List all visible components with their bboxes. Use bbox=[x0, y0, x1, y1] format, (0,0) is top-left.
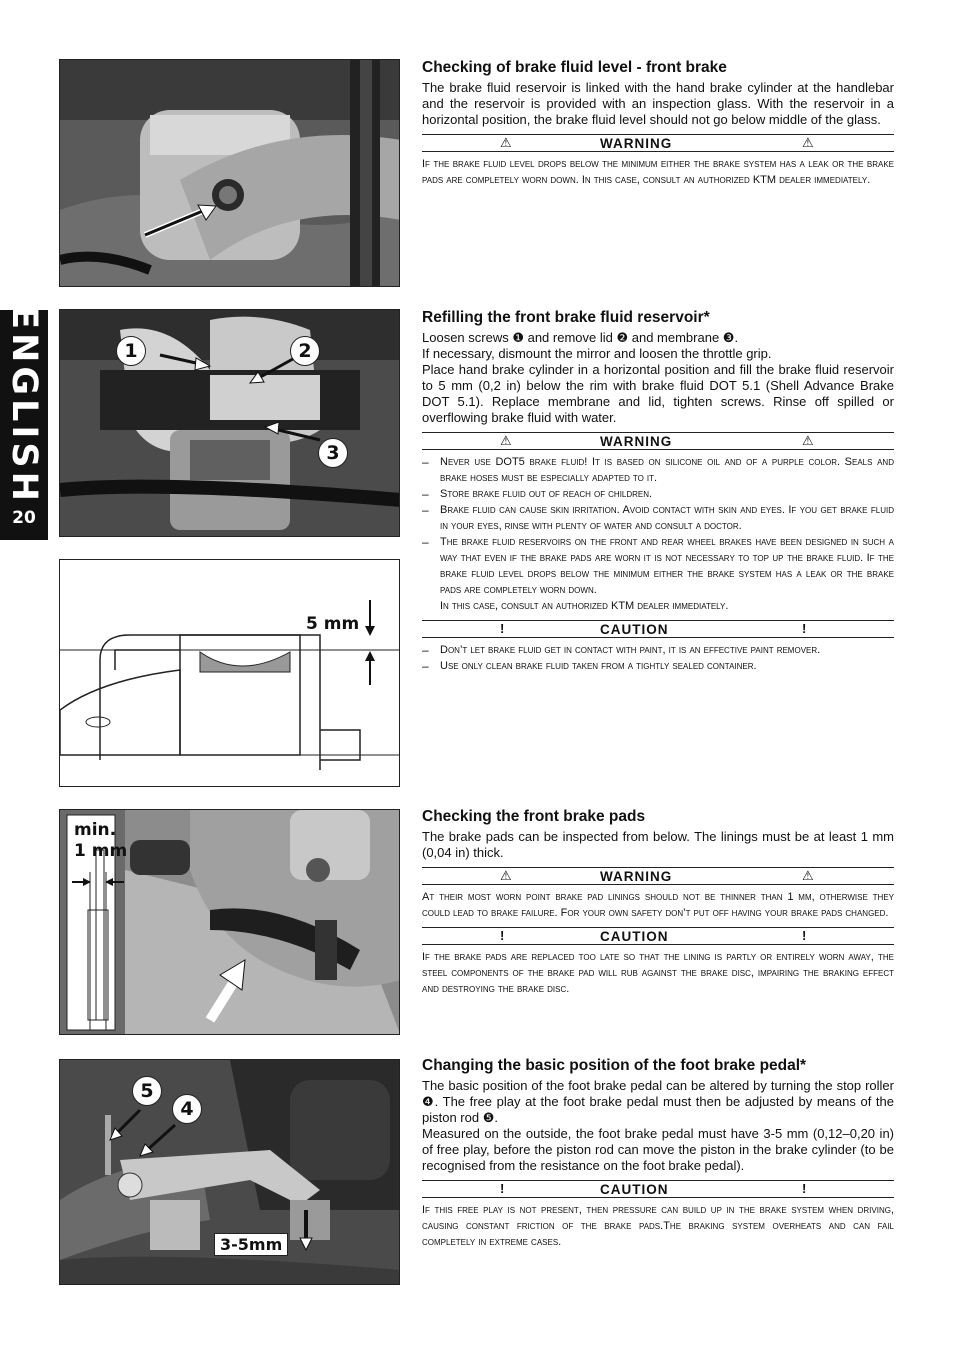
page-number: 20 bbox=[12, 508, 36, 528]
caution-word: CAUTION bbox=[600, 1182, 669, 1197]
caution-list bbox=[422, 642, 894, 674]
caution-word: CAUTION bbox=[600, 622, 669, 637]
warning-icon: ⚠ bbox=[500, 135, 513, 150]
section-body-line: If necessary, dismount the mirror and loosen the throttle grip. bbox=[422, 346, 772, 361]
warning-word: WARNING bbox=[600, 434, 673, 449]
free-play-label: 3-5mm bbox=[214, 1233, 288, 1256]
caution-icon: ! bbox=[802, 1181, 808, 1196]
warning-header bbox=[422, 134, 894, 152]
figure-foot-brake-pedal bbox=[59, 1059, 400, 1285]
section-title: Checking the front brake pads bbox=[422, 808, 646, 825]
warning-word: WARNING bbox=[600, 869, 673, 884]
caution-icon: ! bbox=[500, 928, 506, 943]
figure-brake-pads bbox=[59, 809, 400, 1035]
language-label: ENGLISH bbox=[4, 305, 45, 505]
caution-header bbox=[422, 1180, 894, 1198]
caution-header bbox=[422, 620, 894, 638]
warning-icon: ⚠ bbox=[802, 868, 815, 883]
caution-icon: ! bbox=[802, 621, 808, 636]
section-body: The brake pads can be inspected from below. The linings must be at least 1 mm (0,04 in) thick. bbox=[422, 829, 894, 860]
caution-header bbox=[422, 927, 894, 945]
caution-word: CAUTION bbox=[600, 929, 669, 944]
warning-icon: ⚠ bbox=[802, 433, 815, 448]
warning-list bbox=[422, 454, 894, 598]
fill-level-label: 5 mm bbox=[306, 614, 360, 634]
min-thickness-label: min. 1 mm bbox=[74, 820, 128, 861]
figure-fill-level-diagram bbox=[59, 559, 400, 787]
callout-2: 2 bbox=[290, 336, 320, 366]
warning-icon: ⚠ bbox=[802, 135, 815, 150]
warning-item: – The brake fluid reservoirs on the front and rear wheel brakes have been designed in such a way that even if the brake pads are worn it is not necessary to top up the brake fluid. If the brake fluid level drops below the minimum either the brake system has a leak or the brake pads are completely worn down. bbox=[422, 534, 894, 598]
caution-icon: ! bbox=[802, 928, 808, 943]
section-title: Changing the basic position of the foot brake pedal* bbox=[422, 1057, 807, 1074]
section-foot-brake-pedal bbox=[422, 1056, 894, 1250]
language-label-wrap bbox=[0, 305, 48, 505]
figure-refill-reservoir bbox=[59, 309, 400, 537]
section-body: The basic position of the foot brake pedal can be altered by turning the stop roller ❹. The free play at the foot brake pedal must then be adjusted by means of the piston rod ❺. bbox=[422, 1078, 894, 1125]
caution-icon: ! bbox=[500, 1181, 506, 1196]
section-refill-reservoir bbox=[422, 308, 894, 674]
caution-item: – Don’t let brake fluid get in contact with paint, it is an effective paint remover. bbox=[422, 642, 894, 658]
warning-item: – Never use DOT5 brake fluid! It is based on silicone oil and of a purple color. Seals and brake hoses must be especially adapted to it. bbox=[422, 454, 894, 486]
warning-item: – Brake fluid can cause skin irritation. Avoid contact with skin and eyes. If you get brake fluid in your eyes, rinse with plenty of water and consult a doctor. bbox=[422, 502, 894, 534]
figure-brake-fluid-reservoir bbox=[59, 59, 400, 287]
warning-text: If the brake fluid level drops below the minimum either the brake system has a leak or the brake pads are completely worn down. In this case, consult an authorized KTM dealer immediately. bbox=[422, 158, 894, 186]
warning-item: – Store brake fluid out of reach of children. bbox=[422, 486, 894, 502]
section-body: Measured on the outside, the foot brake pedal must have 3-5 mm (0,12–0,20 in) of free play, before the piston rod can move the piston in the brake cylinder (to be recognised from the resistance on the foot brake pedal). bbox=[422, 1126, 894, 1173]
caution-text: If this free play is not present, then pressure can build up in the brake system when driving, causing constant friction of the brake pads.The braking system overheats and can fail completely in extreme cases. bbox=[422, 1204, 894, 1248]
section-body-line: Loosen screws ❶ and remove lid ❷ and membrane ❸. bbox=[422, 330, 739, 345]
warning-header bbox=[422, 432, 894, 450]
callout-5: 5 bbox=[132, 1076, 162, 1106]
section-body: The brake fluid reservoir is linked with the hand brake cylinder at the handlebar and the reservoir is provided with an inspection glass. With the reservoir in a horizontal position, the brake fluid level should not go below middle of the glass. bbox=[422, 80, 894, 127]
caution-icon: ! bbox=[500, 621, 506, 636]
section-body: Place hand brake cylinder in a horizontal position and fill the brake fluid reservoir to 5 mm (0,2 in) below the rim with brake fluid DOT 5.1 (Shell Advance Brake DOT 5.1). Replace membrane and lid, tighten screws. Rinse off spilled or overflowing brake fluid with water. bbox=[422, 362, 894, 425]
caution-text: If the brake pads are replaced too late so that the lining is partly or entirely worn away, the steel components of the brake pad will rub against the brake disc, impairing the braking effect and destroying the brake disc. bbox=[422, 951, 894, 995]
warning-text: At their most worn point brake pad linings should not be thinner than 1 mm, otherwise they could lead to brake failure. For your own safety don’t put off having your brake pads changed. bbox=[422, 891, 894, 919]
warning-icon: ⚠ bbox=[500, 868, 513, 883]
caution-item: – Use only clean brake fluid taken from a tightly sealed container. bbox=[422, 658, 894, 674]
section-check-fluid-level bbox=[422, 58, 894, 188]
callout-3: 3 bbox=[318, 438, 348, 468]
warning-word: WARNING bbox=[600, 136, 673, 151]
section-title: Refilling the front brake fluid reservoir* bbox=[422, 309, 710, 326]
warning-item-tail: In this case, consult an authorized KTM dealer immediately. bbox=[440, 600, 729, 612]
section-title: Checking of brake fluid level - front brake bbox=[422, 59, 727, 76]
callout-1: 1 bbox=[116, 336, 146, 366]
section-check-brake-pads bbox=[422, 807, 894, 997]
warning-header bbox=[422, 867, 894, 885]
warning-icon: ⚠ bbox=[500, 433, 513, 448]
callout-4: 4 bbox=[172, 1094, 202, 1124]
